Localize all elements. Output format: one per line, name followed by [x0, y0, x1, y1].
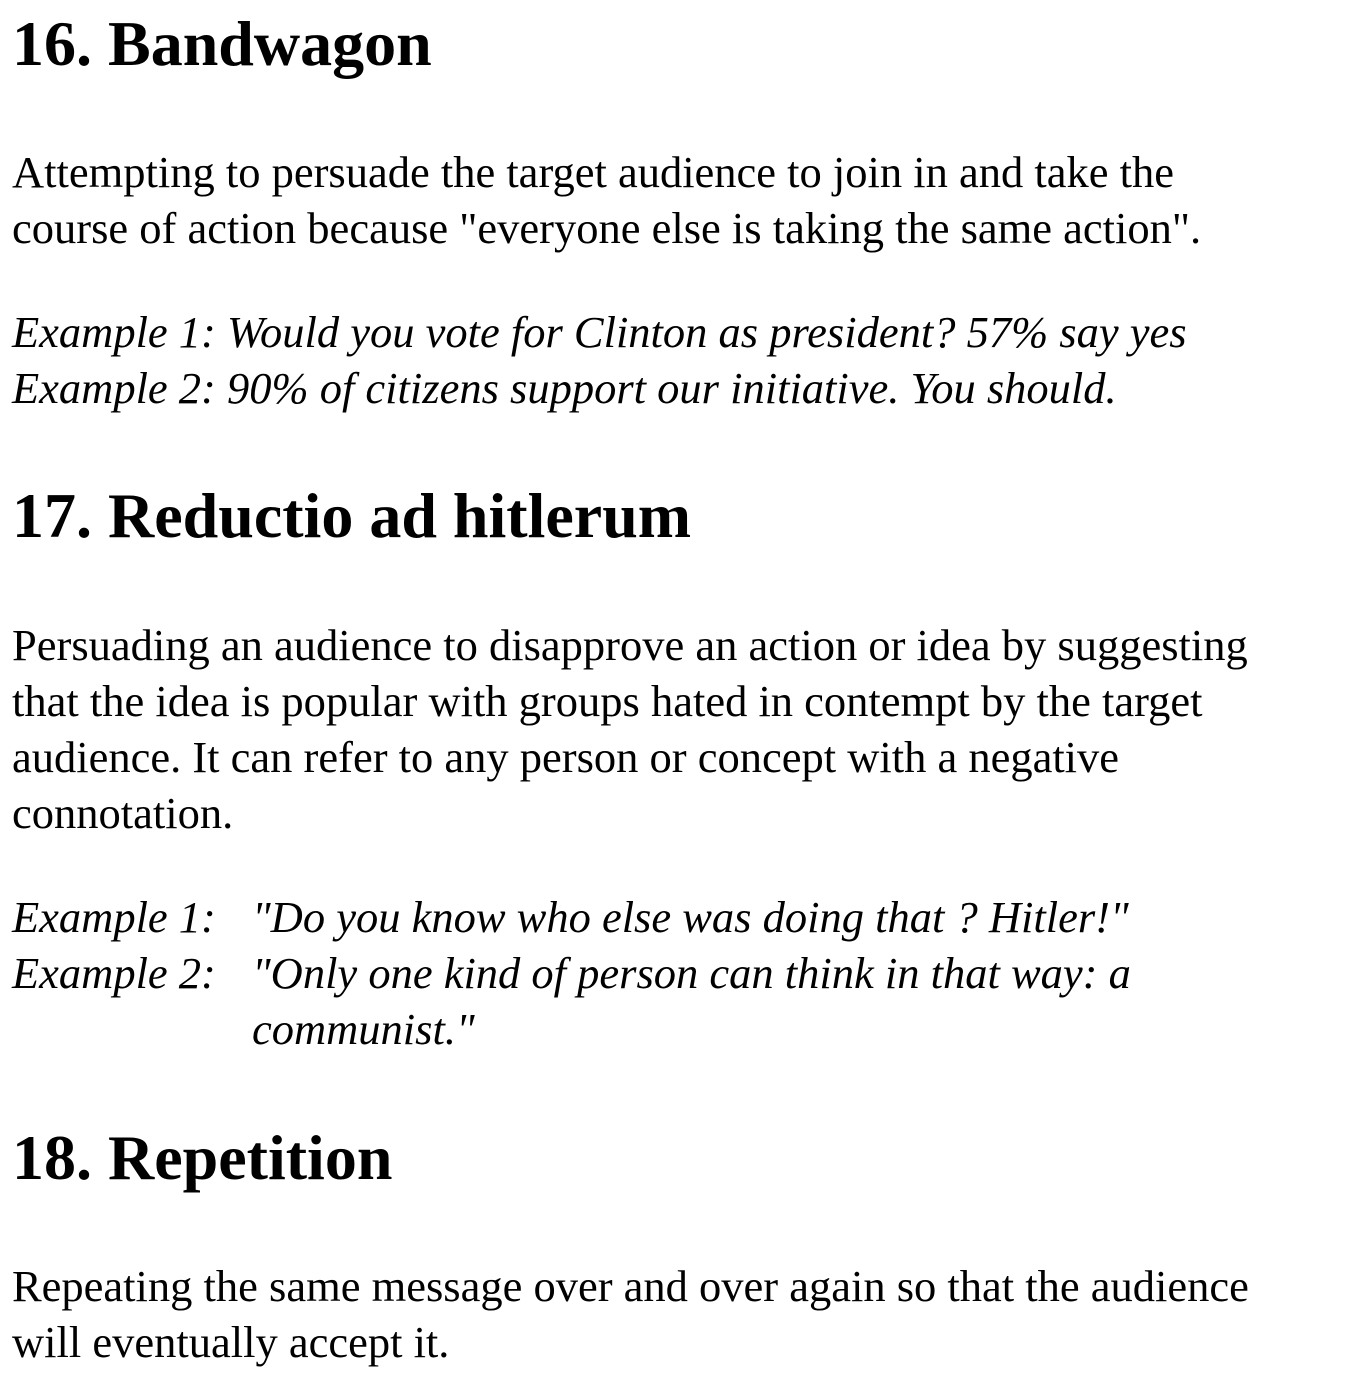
example-2: Example 2: 90% of citizens support our initiative. You should.: [12, 363, 1117, 413]
example-line: "Do you know who else was doing that ? Hitler!": [252, 892, 1129, 942]
description-line: course of action because "everyone else is taking the same action".: [12, 203, 1202, 253]
example-line: communist.": [252, 1004, 475, 1054]
description-line: connotation.: [12, 788, 234, 838]
section-examples-reductio-ad-hitlerum: [12, 889, 1131, 1057]
example-1: [12, 889, 1131, 945]
description-line: that the idea is popular with groups hated in contempt by the target: [12, 676, 1203, 726]
example-text: [252, 945, 1131, 1057]
example-label: Example 2:: [12, 948, 216, 998]
section-description-bandwagon: [12, 144, 1352, 256]
description-line: Repeating the same message over and over again so that the audience: [12, 1261, 1249, 1311]
example-2: [12, 945, 1131, 1057]
example-label: Example 1:: [12, 892, 216, 942]
description-line: audience. It can refer to any person or concept with a negative: [12, 732, 1120, 782]
section-heading-reductio-ad-hitlerum: 17. Reductio ad hitlerum: [12, 480, 692, 551]
section-description-reductio-ad-hitlerum: [12, 617, 1352, 841]
section-description-repetition: [12, 1258, 1352, 1370]
example-line: "Only one kind of person can think in that way: a: [252, 948, 1131, 998]
description-line: will eventually accept it.: [12, 1317, 450, 1367]
description-line: Attempting to persuade the target audience to join in and take the: [12, 147, 1174, 197]
section-heading-bandwagon: 16. Bandwagon: [12, 8, 432, 79]
section-heading-repetition: 18. Repetition: [12, 1122, 393, 1193]
example-1: Example 1: Would you vote for Clinton as president? 57% say yes: [12, 307, 1187, 357]
description-line: Persuading an audience to disapprove an action or idea by suggesting: [12, 620, 1248, 670]
example-text: [252, 889, 1129, 945]
section-examples-bandwagon: [12, 304, 1187, 416]
